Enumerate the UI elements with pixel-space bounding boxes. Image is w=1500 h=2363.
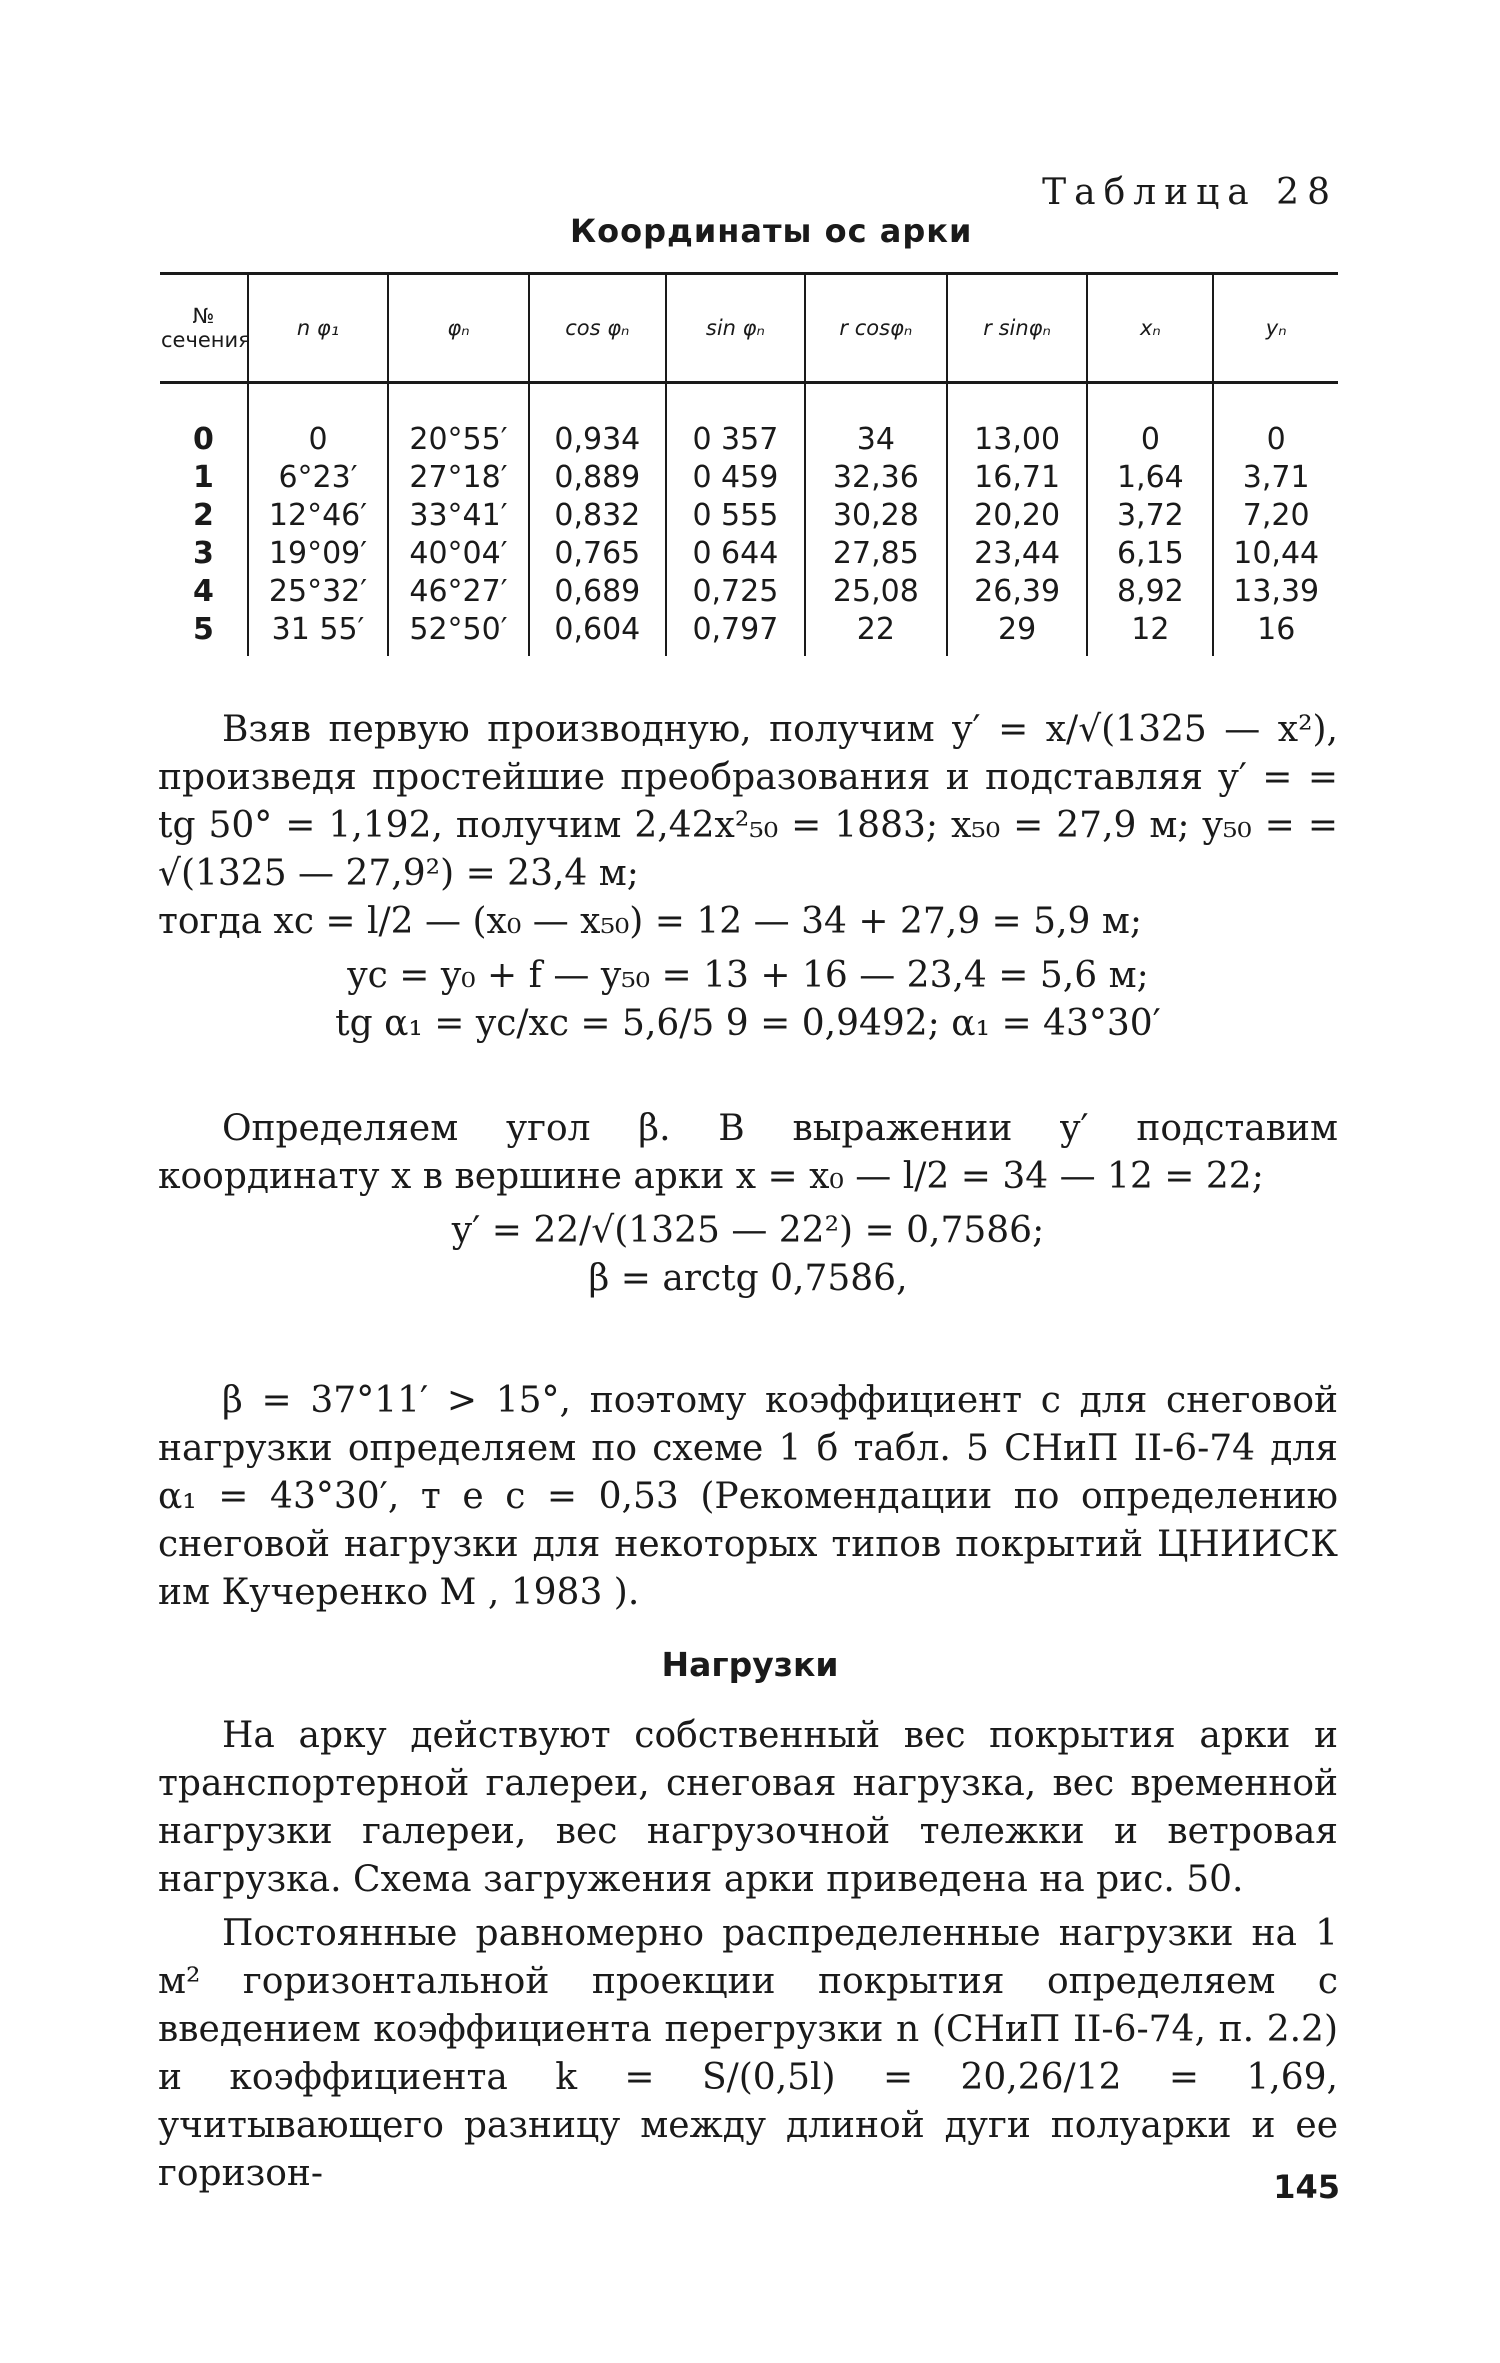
table-cell: 16 <box>1213 611 1338 656</box>
table-cell: 13,00 <box>947 383 1087 460</box>
table-cell: 3,71 <box>1213 459 1338 497</box>
section-heading: Нагрузки <box>661 1645 839 1684</box>
table-cell: 10,44 <box>1213 535 1338 573</box>
table-cell: 0 <box>1087 383 1213 460</box>
table-row <box>160 459 1338 497</box>
table-row <box>160 497 1338 535</box>
tg-alpha-equation: tg α₁ = yc/xc = 5,6/5 9 = 0,9492; α₁ = 43°30′ <box>335 1003 1161 1044</box>
table-cell: 13,39 <box>1213 573 1338 611</box>
table-row <box>160 535 1338 573</box>
loads-block <box>158 1712 1338 2198</box>
table-cell: 0 <box>192 422 214 457</box>
table-cell: 20,20 <box>947 497 1087 535</box>
beta-paragraph: Определяем угол β. В выражении y′ подставим координату x в вершине арки x = x₀ — l/2 = 34 — 12 = 22; <box>158 1108 1338 1197</box>
permanent-loads-paragraph: Постоянные равномерно распределенные нагрузки на 1 м² горизонтальной проекции покрытия определяем с введением коэффициента перегрузки n (СНиП II-6-74, п. 2.2) и коэффициента k = S/(0,5l) = 20,26/12 = 1,69, учитывающего разницу между длиной дуги полуарки и ее горизон- <box>158 1913 1338 2194</box>
derivative-paragraph: Взяв первую производную, получим y′ = x/√(1325 — x²), произведя простейшие преобразования и подставляя y′ = = tg 50° = 1,192, получим 2,42x²₅₀ = 1883; x₅₀ = 27,9 м; y₅₀ = = √(1325 — 27,9²) = 23,4 м; <box>158 709 1338 894</box>
table-cell: 4 <box>192 574 214 609</box>
header-r-cos-phi: r cosφₙ <box>805 274 947 383</box>
table-row <box>160 611 1338 656</box>
table-cell: 5 <box>192 612 214 647</box>
beta-equation: β = arctg 0,7586, <box>588 1258 908 1299</box>
table-cell: 29 <box>947 611 1087 656</box>
table-cell: 0,604 <box>529 611 666 656</box>
derivation-block <box>158 706 1338 1048</box>
table-cell: 52°50′ <box>388 611 528 656</box>
table-cell: 25°32′ <box>248 573 388 611</box>
table-cell: 26,39 <box>947 573 1087 611</box>
header-r-sin-phi: r sinφₙ <box>947 274 1087 383</box>
table-cell: 20°55′ <box>388 383 528 460</box>
table-row <box>160 573 1338 611</box>
snow-coefficient-paragraph: β = 37°11′ > 15°, поэтому коэффициент c для снеговой нагрузки определяем по схеме 1 б табл. 5 СНиП II-6-74 для α₁ = 43°30′, т е c = 0,53 (Рекомендации по определению снеговой нагрузки для некоторых типов покрытий ЦНИИСК им Кучеренко М , 1983 ). <box>158 1380 1338 1613</box>
table-cell: 0,797 <box>666 611 805 656</box>
table-cell: 7,20 <box>1213 497 1338 535</box>
table-cell: 40°04′ <box>388 535 528 573</box>
table-cell: 0 357 <box>666 383 805 460</box>
table-cell: 8,92 <box>1087 573 1213 611</box>
table-cell: 0 555 <box>666 497 805 535</box>
table-cell: 25,08 <box>805 573 947 611</box>
table-cell: 0,934 <box>529 383 666 460</box>
table-cell: 30,28 <box>805 497 947 535</box>
table-cell: 3 <box>192 536 214 571</box>
header-section-number: № сечения <box>161 304 251 352</box>
table-cell: 22 <box>805 611 947 656</box>
table-cell: 12 <box>1087 611 1213 656</box>
arch-coordinates-table <box>160 272 1338 656</box>
table-cell: 12°46′ <box>248 497 388 535</box>
header-y-n: yₙ <box>1213 274 1338 383</box>
page-number: 145 <box>1273 2168 1340 2206</box>
table-title: Координаты ос арки <box>570 212 973 250</box>
table-cell: 32,36 <box>805 459 947 497</box>
table-cell: 6,15 <box>1087 535 1213 573</box>
header-sin-phi: sin φₙ <box>666 274 805 383</box>
table-cell: 1 <box>192 460 214 495</box>
table-cell: 31 55′ <box>248 611 388 656</box>
table-cell: 34 <box>805 383 947 460</box>
table-cell: 0 <box>1213 383 1338 460</box>
table-cell: 3,72 <box>1087 497 1213 535</box>
table-cell: 2 <box>192 498 214 533</box>
table-cell: 0,889 <box>529 459 666 497</box>
table-cell: 0 459 <box>666 459 805 497</box>
table-cell: 1,64 <box>1087 459 1213 497</box>
table-cell: 23,44 <box>947 535 1087 573</box>
table-cell: 0,765 <box>529 535 666 573</box>
header-x-n: xₙ <box>1087 274 1213 383</box>
table-cell: 46°27′ <box>388 573 528 611</box>
table-cell: 0,725 <box>666 573 805 611</box>
beta-block <box>158 1105 1338 1303</box>
table-row <box>160 383 1338 460</box>
table-header-row <box>160 274 1338 383</box>
table-cell: 0 <box>248 383 388 460</box>
table-cell: 6°23′ <box>248 459 388 497</box>
header-n-phi1: n φ₁ <box>248 274 388 383</box>
yc-equation: yc = y₀ + f — y₅₀ = 13 + 16 — 23,4 = 5,6 м; <box>347 955 1149 996</box>
header-phi-n: φₙ <box>388 274 528 383</box>
y-prime-equation: y′ = 22/√(1325 — 22²) = 0,7586; <box>451 1210 1045 1251</box>
table-cell: 16,71 <box>947 459 1087 497</box>
snow-load-block <box>158 1377 1338 1617</box>
table-cell: 0,689 <box>529 573 666 611</box>
table-cell: 0 644 <box>666 535 805 573</box>
header-cos-phi: cos φₙ <box>529 274 666 383</box>
table-cell: 27°18′ <box>388 459 528 497</box>
table-cell: 27,85 <box>805 535 947 573</box>
loads-paragraph: На арку действуют собственный вес покрытия арки и транспортерной галереи, снеговая нагрузка, вес временной нагрузки галереи, вес нагрузочной тележки и ветровая нагрузка. Схема загружения арки приведена на рис. 50. <box>158 1715 1338 1900</box>
xc-equation-line: тогда xc = l/2 — (x₀ — x₅₀) = 12 — 34 + 27,9 = 5,9 м; <box>158 901 1142 942</box>
table-number-label: Таблица 28 <box>1042 172 1338 213</box>
table-cell: 19°09′ <box>248 535 388 573</box>
table-cell: 0,832 <box>529 497 666 535</box>
table-cell: 33°41′ <box>388 497 528 535</box>
